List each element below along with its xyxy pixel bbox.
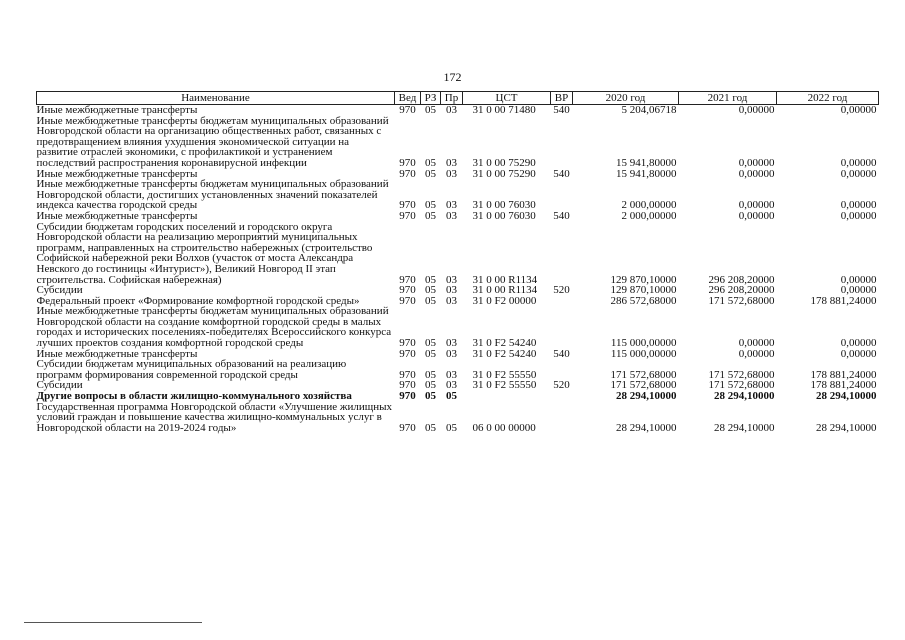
table-cell-vr: 540 [553, 167, 570, 180]
table-cell-2021: 296 208,20000 [708, 284, 775, 297]
table-cell-vr: 520 [553, 379, 570, 392]
table-cell-2021: 28 294,10000 [714, 390, 775, 403]
col-header-cst: ЦСТ [463, 92, 551, 105]
table-row [37, 306, 879, 348]
table-cell-cst: 31 0 00 76030 [472, 199, 536, 212]
table-cell-rz: 05 [425, 421, 436, 434]
table-cell-ved: 970 [399, 199, 416, 212]
table-cell-2022: 178 881,24000 [810, 294, 877, 307]
table-cell-cst: 31 0 F2 55550 [472, 368, 537, 381]
table-cell-rz: 05 [425, 199, 436, 212]
table-row [37, 359, 879, 380]
col-header-2020: 2020 год [573, 92, 679, 105]
table-cell-ved: 970 [399, 167, 416, 180]
table-cell-ved: 970 [399, 273, 416, 286]
col-header-ved: Вед [395, 92, 421, 105]
col-header-rz: РЗ [421, 92, 441, 105]
col-header-2021: 2021 год [679, 92, 777, 105]
table-cell-cst: 31 0 00 R1134 [472, 273, 538, 286]
table-cell-name: Государственная программа Новгородской области «Улучшение жилищных условий граждан и повышение качества жилищно-коммунальных услуг в Новгородской области на 2019-2024 годы» [36, 400, 393, 434]
table-cell-name: Субсидии [36, 379, 83, 392]
table-cell-2022: 0,00000 [840, 284, 877, 297]
table-header [37, 92, 879, 105]
table-cell-pr: 03 [446, 156, 457, 169]
table-cell-2020: 5 204,06718 [621, 104, 677, 116]
table-cell-name: Иные межбюджетные трансферты бюджетам муниципальных образований Новгородской области, достигших установленных значений показателей индекса качества городской среды [36, 178, 389, 212]
table-cell-ved: 970 [399, 294, 416, 307]
table-cell-name: Иные межбюджетные трансферты [36, 167, 198, 180]
table-cell-2021: 296 208,20000 [708, 273, 775, 286]
table-cell-pr: 03 [446, 337, 457, 350]
table-cell-ved: 970 [399, 368, 416, 381]
table-row [37, 402, 879, 434]
table-cell-ved: 970 [399, 347, 416, 360]
table-cell-vr [551, 306, 573, 348]
table-cell-rz: 05 [425, 104, 436, 116]
table-cell-2021: 0,00000 [738, 167, 775, 180]
table-cell-vr [551, 391, 573, 402]
table-cell-2022: 0,00000 [840, 347, 877, 360]
table-cell-rz: 05 [425, 167, 436, 180]
table-row [37, 211, 879, 222]
table-cell-cst: 31 0 00 R1134 [472, 284, 538, 297]
col-header-2022: 2022 год [777, 92, 879, 105]
col-header-name: Наименование [37, 92, 395, 105]
table-cell-pr: 05 [446, 390, 457, 403]
table-cell-vr [551, 179, 573, 211]
col-header-pr: Пр [441, 92, 463, 105]
table-cell-ved: 970 [399, 390, 416, 403]
table-cell-name: Субсидии [36, 284, 83, 297]
table-cell-cst: 31 0 F2 00000 [472, 294, 537, 307]
table-cell-cst: 31 0 00 76030 [472, 209, 536, 222]
table-cell-pr: 03 [446, 167, 457, 180]
table-cell-rz: 05 [425, 390, 436, 403]
table-cell-rz: 05 [425, 347, 436, 360]
table-cell-name: Субсидии бюджетам городских поселений и городского округа Новгородской области на реализацию мероприятий муниципальных программ, направленных на строительство набережных (строительство Софийской набережной реки Волхов (участок от моста Александра Невского до гостиницы «Интурист»), Великий Новгород II этап строительства. Софийская набережная) [36, 220, 373, 286]
table-cell-2021: 171 572,68000 [708, 294, 775, 307]
table-cell-vr [551, 402, 573, 434]
table-row [37, 179, 879, 211]
budget-table [36, 91, 879, 433]
table-cell-cst: 31 0 00 75290 [472, 167, 536, 180]
table-cell-2020: 171 572,68000 [610, 379, 677, 392]
table-cell-rz: 05 [425, 379, 436, 392]
table-cell-ved: 970 [399, 337, 416, 350]
table-cell-2022: 178 881,24000 [810, 368, 877, 381]
table-row [37, 222, 879, 286]
table-cell-2020: 28 294,10000 [616, 421, 677, 434]
table-cell-name: Другие вопросы в области жилищно-коммунального хозяйства [36, 390, 352, 403]
table-cell-pr: 05 [446, 421, 457, 434]
table-cell-2020: 171 572,68000 [610, 368, 677, 381]
table-cell-2022: 0,00000 [840, 156, 877, 169]
table-cell-vr: 520 [553, 284, 570, 297]
table-cell-vr [551, 116, 573, 169]
table-cell-2021: 171 572,68000 [708, 379, 775, 392]
col-header-vr: ВР [551, 92, 573, 105]
table-cell-pr: 03 [446, 199, 457, 212]
table-cell-vr: 540 [553, 104, 570, 116]
table-cell-2022: 0,00000 [840, 273, 877, 286]
table-cell-2021: 28 294,10000 [714, 421, 775, 434]
table-cell-vr: 540 [553, 209, 570, 222]
table-cell-ved: 970 [399, 104, 416, 116]
table-cell-cst: 31 0 F2 55550 [472, 379, 537, 392]
table-cell-cst: 06 0 00 00000 [472, 421, 536, 434]
table-cell-pr: 03 [446, 209, 457, 222]
table-cell-ved: 970 [399, 209, 416, 222]
table-cell-2022: 0,00000 [840, 337, 877, 350]
table-cell-cst [463, 391, 551, 402]
table-cell-ved: 970 [399, 284, 416, 297]
table-cell-name: Иные межбюджетные трансферты бюджетам муниципальных образований Новгородской области на создание комфортной городской среды в малых городах и исторических поселениях-победителях Всероссийского конкурса лучших проектов создания комфортной городской среды [36, 305, 392, 350]
table-cell-ved: 970 [399, 379, 416, 392]
table-cell-rz: 05 [425, 284, 436, 297]
table-cell-2021: 0,00000 [738, 209, 775, 222]
table-cell-2020: 129 870,10000 [610, 284, 677, 297]
table-cell-pr: 03 [446, 368, 457, 381]
table-cell-vr: 540 [553, 347, 570, 360]
table-cell-2020: 115 000,00000 [610, 337, 677, 350]
table-cell-2020: 2 000,00000 [621, 209, 677, 222]
table-cell-2020: 2 000,00000 [621, 199, 677, 212]
table-cell-name: Иные межбюджетные трансферты бюджетам муниципальных образований Новгородской области на организацию общественных работ, связанных с предотвращением влияния ухудшения экономической ситуации на развитие отраслей экономики, с профилактикой и устранением последствий распространения коронавирусной инфекции [36, 114, 389, 169]
table-cell-2022: 0,00000 [840, 167, 877, 180]
table-cell-cst: 31 0 F2 54240 [472, 347, 537, 360]
footnote-separator [24, 622, 202, 623]
page-number: 172 [443, 70, 462, 84]
table-cell-2020: 28 294,10000 [616, 390, 677, 403]
table-cell-rz: 05 [425, 368, 436, 381]
table-cell-rz: 05 [425, 294, 436, 307]
table-cell-name: Субсидии бюджетам муниципальных образований на реализацию программ формирования современной городской среды [36, 358, 347, 381]
table-cell-pr: 03 [446, 294, 457, 307]
table-cell-pr: 03 [446, 347, 457, 360]
table-cell-2020: 15 941,80000 [616, 156, 677, 169]
table-cell-pr: 03 [446, 104, 457, 116]
table-cell-vr [551, 359, 573, 380]
table-cell-2020: 15 941,80000 [616, 167, 677, 180]
table-cell-2022: 0,00000 [840, 209, 877, 222]
table-cell-2022: 0,00000 [840, 104, 877, 116]
table-cell-2021: 0,00000 [738, 337, 775, 350]
table-cell-2020: 286 572,68000 [610, 294, 677, 307]
table-cell-2022: 28 294,10000 [816, 421, 877, 434]
table-cell-name: Федеральный проект «Формирование комфортной городской среды» [36, 294, 360, 307]
table-cell-name: Иные межбюджетные трансферты [36, 209, 198, 222]
table-cell-vr [551, 222, 573, 286]
table-cell-pr: 03 [446, 379, 457, 392]
table-cell-rz: 05 [425, 156, 436, 169]
table-cell-cst: 31 0 00 71480 [472, 104, 536, 116]
table-cell-2021: 0,00000 [738, 104, 775, 116]
table-cell-cst: 31 0 F2 54240 [472, 337, 537, 350]
table-cell-vr [551, 296, 573, 307]
table-cell-2021: 0,00000 [738, 347, 775, 360]
table-cell-cst: 31 0 00 75290 [472, 156, 536, 169]
table-cell-2021: 0,00000 [738, 156, 775, 169]
table-cell-ved: 970 [399, 156, 416, 169]
table-cell-ved: 970 [399, 421, 416, 434]
table-cell-2022: 28 294,10000 [816, 390, 877, 403]
table-cell-pr: 03 [446, 284, 457, 297]
table-cell-2020: 129 870,10000 [610, 273, 677, 286]
table-row [37, 105, 879, 116]
table-cell-rz: 05 [425, 209, 436, 222]
table-cell-pr: 03 [446, 273, 457, 286]
table-cell-2022: 178 881,24000 [810, 379, 877, 392]
table-cell-rz: 05 [425, 337, 436, 350]
table-cell-rz: 05 [425, 273, 436, 286]
table-row [37, 116, 879, 169]
table-cell-2021: 171 572,68000 [708, 368, 775, 381]
table-cell-2021: 0,00000 [738, 199, 775, 212]
table-cell-2022: 0,00000 [840, 199, 877, 212]
table-cell-name: Иные межбюджетные трансферты [36, 347, 198, 360]
table-cell-name: Иные межбюджетные трансферты [36, 104, 198, 116]
table-cell-2020: 115 000,00000 [610, 347, 677, 360]
